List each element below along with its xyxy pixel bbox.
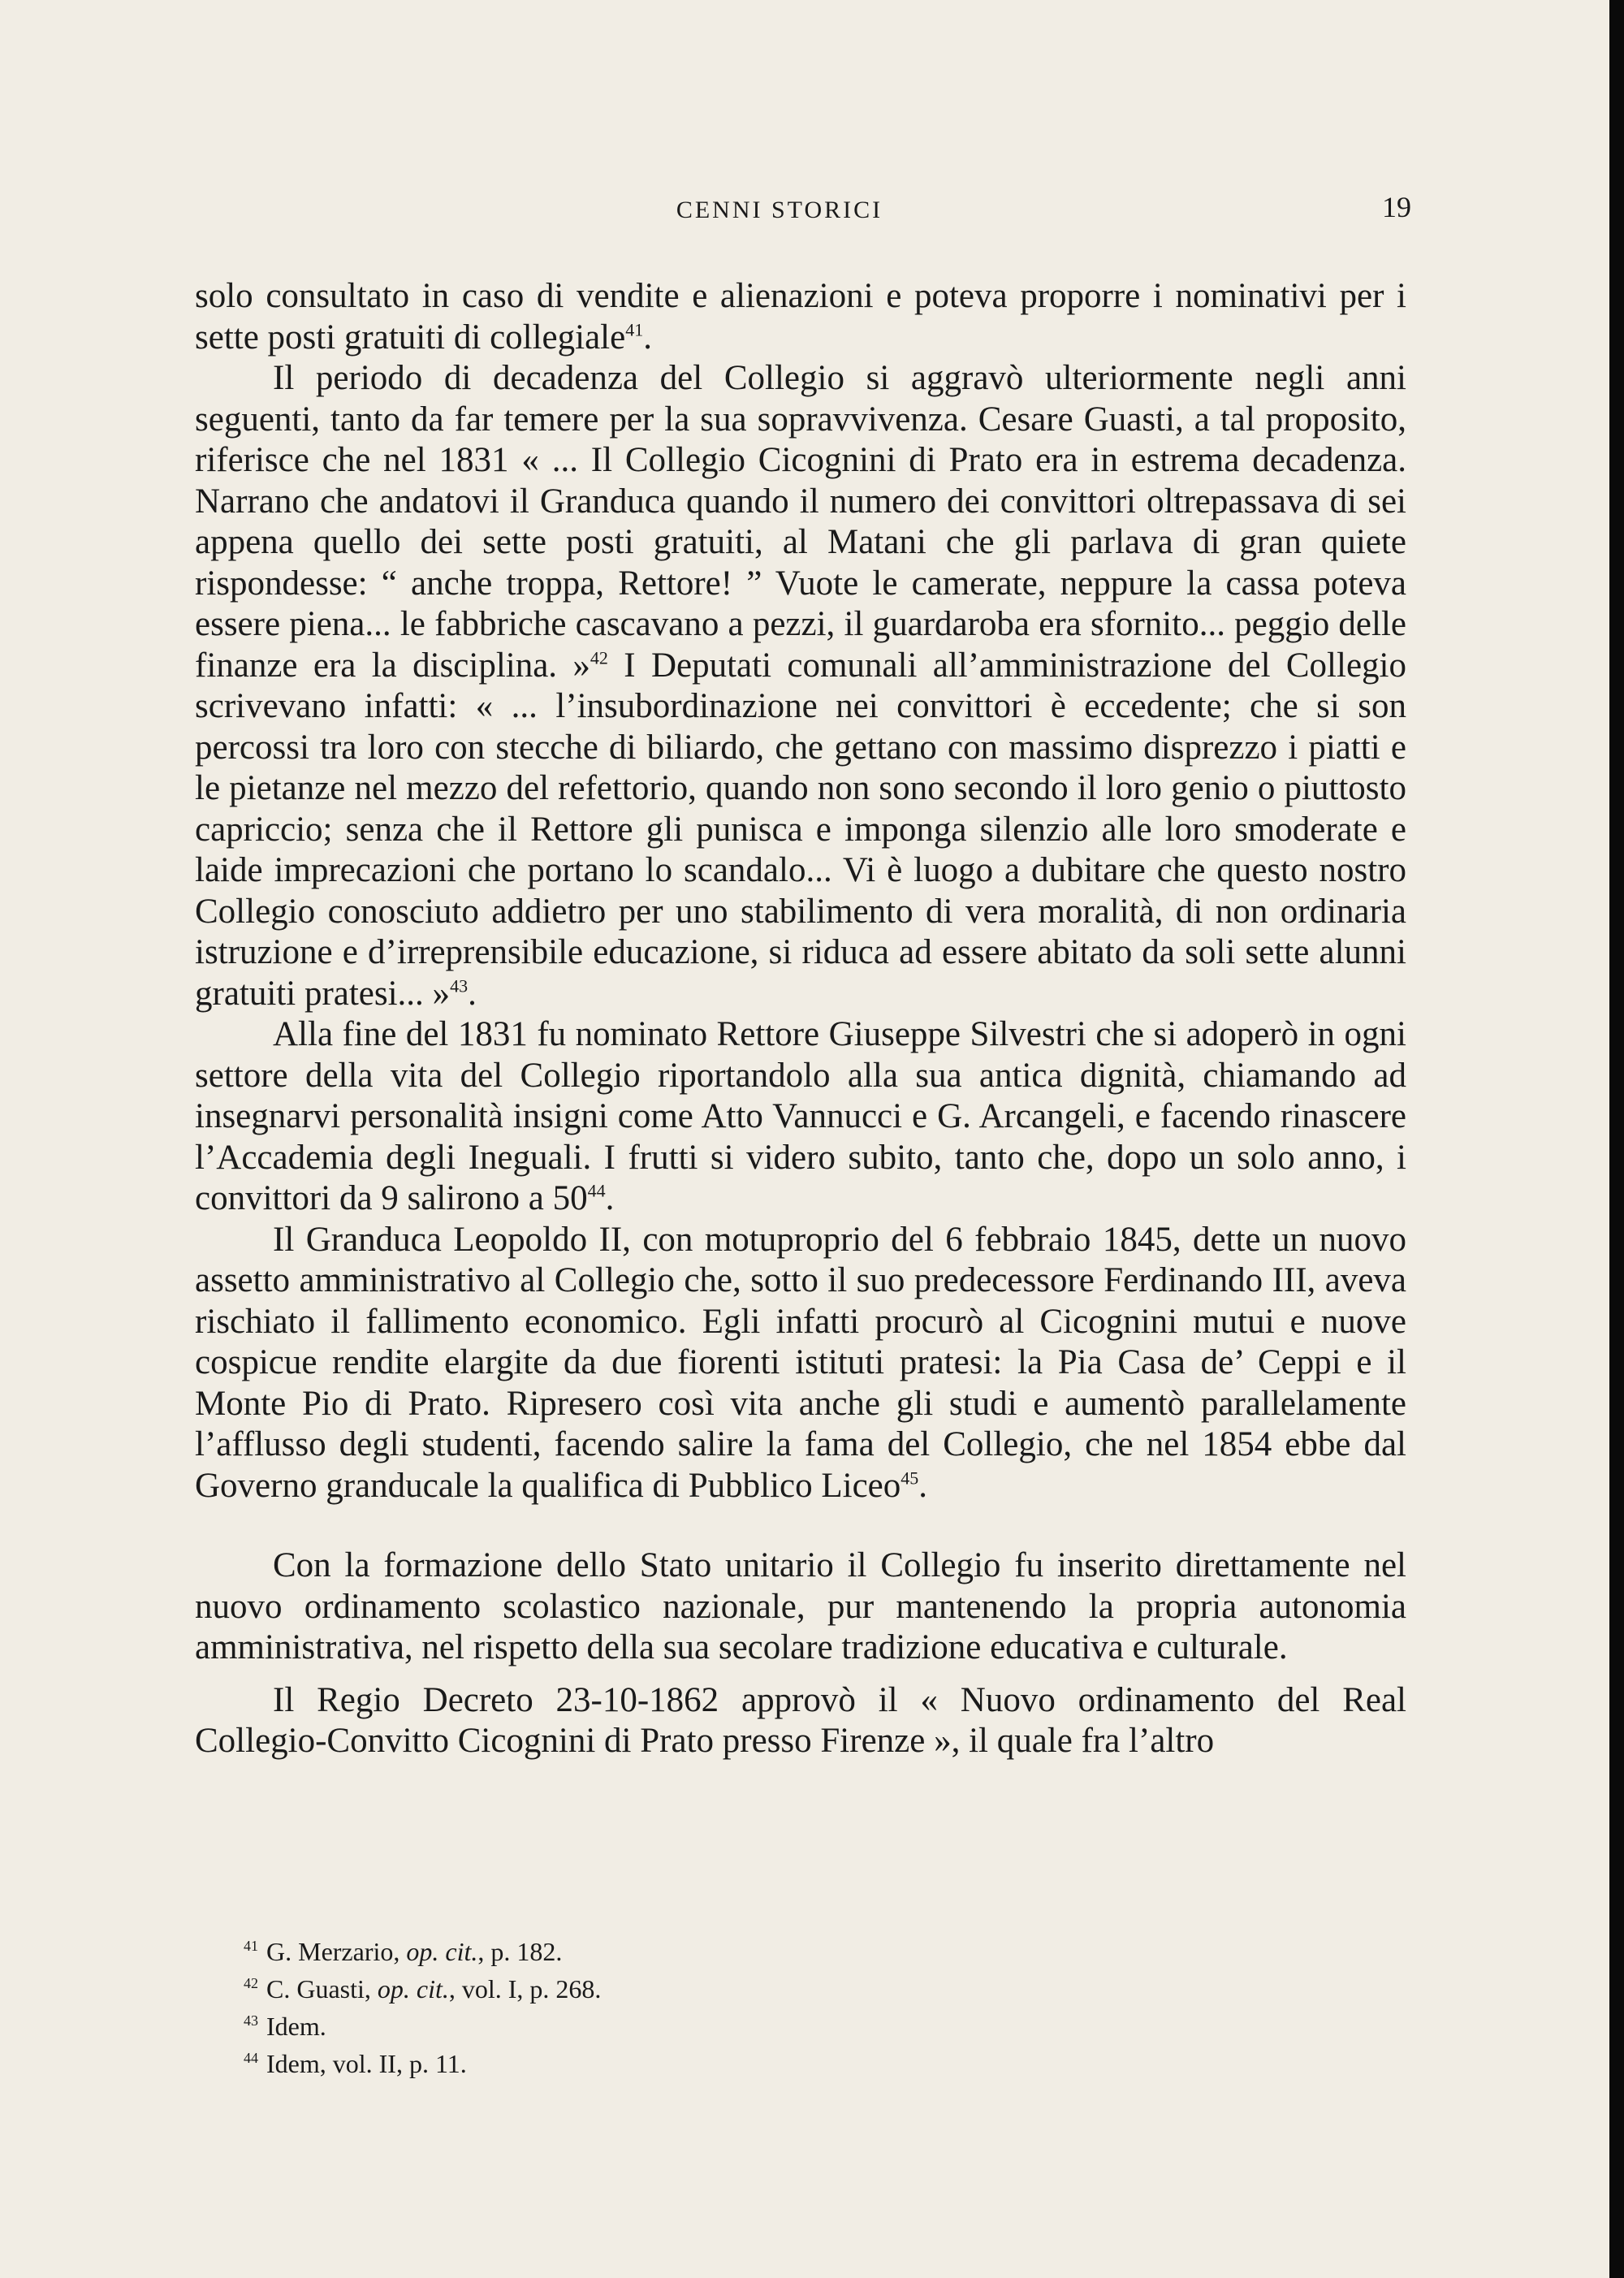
footnotes bbox=[244, 1933, 1380, 2082]
footnote-number: 44 bbox=[244, 2050, 258, 2067]
footnote: $^{43}$ Idem. bbox=[244, 2012, 326, 2041]
text-run: . bbox=[605, 1179, 615, 1217]
page-edge-shadow bbox=[1609, 0, 1624, 2278]
text-run: . bbox=[918, 1466, 927, 1505]
footnote-reference[interactable]: 41 bbox=[625, 319, 644, 340]
text-run: . bbox=[643, 318, 652, 357]
footnote-reference[interactable]: 43 bbox=[450, 975, 469, 996]
running-header: CENNI STORICI bbox=[676, 197, 883, 223]
page-number: 19 bbox=[1382, 191, 1411, 223]
footnote-number: 43 bbox=[244, 2012, 258, 2029]
paragraph bbox=[195, 358, 1406, 1014]
text-run: Con la formazione dello Stato unitario il Collegio fu inserito direttamente nel nuovo ordinamento scolastico nazionale, pur mantenendo la propria autonomia amministrativa, nel rispetto della sua secolare tradizione educativa e culturale. bbox=[195, 1546, 1406, 1666]
text-run: solo consultato in caso di vendite e alienazioni e poteva proporre i nominativi per i sette posti gratuiti di collegiale bbox=[195, 277, 1406, 357]
footnote: $^{44}$ Idem, vol. II, p. 11. bbox=[244, 2049, 467, 2078]
footnote-number: 41 bbox=[244, 1938, 258, 1955]
footnote-reference[interactable]: 45 bbox=[901, 1468, 919, 1489]
footnote-reference[interactable]: 42 bbox=[590, 647, 608, 668]
text-run: Alla fine del 1831 fu nominato Rettore Giuseppe Silvestri che si adoperò in ogni settore della vita del Collegio riportandolo alla sua antica dignità, chiamando ad insegnarvi personalità insigni come Atto Vannucci e G. Arcangeli, e facendo rinascere l’Accademia degli Ineguali. I frutti si videro subito, tanto che, dopo un solo anno, i convittori da 9 salirono a 50 bbox=[195, 1015, 1406, 1217]
text-run: I Deputati comunali all’amministrazione del Collegio scrivevano infatti: « ... l’insubordinazione nei convittori è eccedente; che si son percossi tra loro con stecche di biliardo, che gettano con massimo disprezzo i piatti e le pietanze nel mezzo del refettorio, quando non sono secondo il loro genio o piuttosto capriccio; senza che il Rettore gli punisca e imponga silenzio alle loro smoderate e laide imprecazioni che portano lo scandalo... Vi è luogo a dubitare che questo nostro Collegio conosciuto addietro per uno stabilimento di vera moralità, di non ordinaria istruzione e d’irreprensibile educazione, si riduca ad essere abitato da soli sette alunni gratuiti pratesi... » bbox=[195, 646, 1406, 1013]
paragraph bbox=[195, 1220, 1406, 1507]
footnote-number: 42 bbox=[244, 1975, 258, 1992]
paragraph bbox=[195, 276, 1406, 358]
text-run: Il periodo di decadenza del Collegio si aggravò ulteriormente negli anni seguenti, tanto da far temere per la sua sopravvivenza. Cesare Guasti, a tal proposito, riferisce che nel 1831 « ... Il Collegio Cicognini di Prato era in estrema decadenza. Narrano che andatovi il Granduca quando il numero dei convittori oltrepassava di sei appena quello dei sette posti gratuiti, al Matani che gli parlava di gran quiete rispondesse: “ anche troppa, Rettore! ” Vuote le camerate, neppure la cassa poteva essere piena... le fabbriche cascavano a pezzi, il guardaroba era sfornito... peggio delle finanze era la disciplina. » bbox=[195, 359, 1406, 685]
footnote: $^{41}$ G. Merzario, op. cit., p. 182. bbox=[244, 1937, 563, 1966]
text-run: Il Granduca Leopoldo II, con motuproprio del 6 febbraio 1845, dette un nuovo assetto amministrativo al Collegio che, sotto il suo predecessore Ferdinando III, aveva rischiato il fallimento economico. Egli infatti procurò al Cicognini mutui e nuove cospicue rendite elargite da due fiorenti istituti pratesi: la Pia Casa de’ Ceppi e il Monte Pio di Prato. Ripresero così vita anche gli studi e aumentò parallelamente l’afflusso degli studenti, facendo salire la fama del Collegio, che nel 1854 ebbe dal Governo granducale la qualifica di Pubblico Liceo bbox=[195, 1220, 1406, 1505]
paragraph bbox=[195, 1680, 1406, 1762]
paragraph bbox=[195, 1014, 1406, 1220]
text-run: . bbox=[468, 974, 477, 1013]
footnote-reference[interactable]: 44 bbox=[587, 1180, 606, 1201]
footnote: $^{42}$ C. Guasti, op. cit., vol. I, p. 268. bbox=[244, 1974, 602, 2004]
paragraph bbox=[195, 1545, 1406, 1669]
body-text bbox=[195, 276, 1406, 1762]
text-run: Il Regio Decreto 23-10-1862 approvò il « Nuovo ordinamento del Real Collegio-Convitto Cicognini di Prato presso Firenze », il quale fra l’altro bbox=[195, 1680, 1406, 1760]
